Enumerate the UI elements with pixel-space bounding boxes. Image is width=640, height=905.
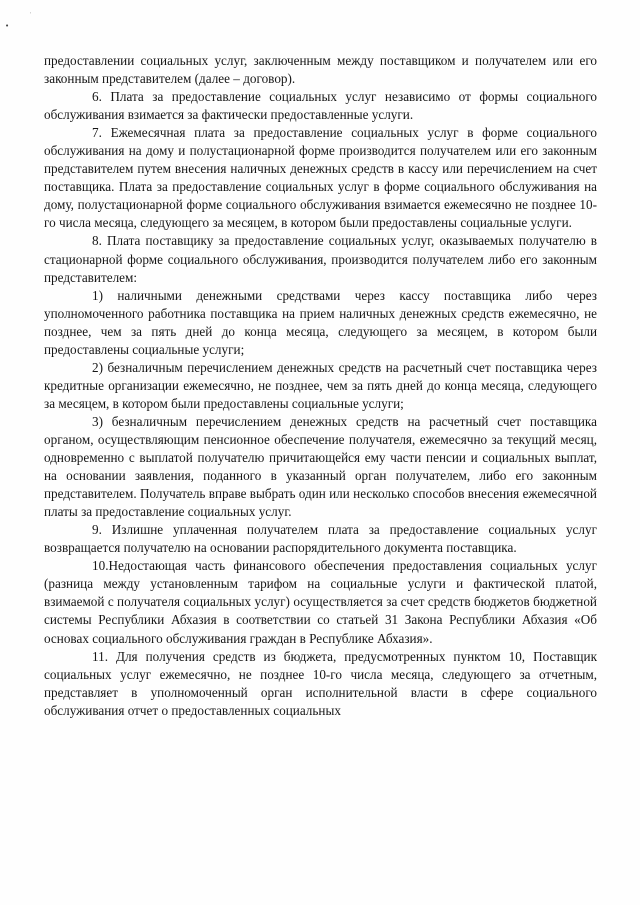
document-body: [44, 52, 597, 720]
paragraph-9: 9. Излишне уплаченная получателем плата за предоставление социальных услуг возвращается получателю на основании распорядительного документа поставщика.: [44, 522, 597, 556]
paragraph-continuation: предоставлении социальных услуг, заключенным между поставщиком и получателем или его законным представителем (далее – договор).: [44, 53, 597, 87]
paragraph-7: 7. Ежемесячная плата за предоставление социальных услуг в форме социального обслуживания на дому и полустационарной форме производится получателем или его законным представителем путем внесения наличных денежных средств в кассу или перечислением на счет поставщика. Плата за предоставление социальных услуг в форме социального обслуживания на дому, полустационарной форме социального обслуживания взимается ежемесячно не позднее 10-го числа месяца, следующего за месяцем, в котором были предоставлены социальные услуги.: [44, 125, 597, 231]
paragraph-6: 6. Плата за предоставление социальных услуг независимо от формы социального обслуживания взимается за фактически предоставленные услуги.: [44, 89, 597, 123]
paragraph-8: 8. Плата поставщику за предоставление социальных услуг, оказываемых получателю в стационарной форме социального обслуживания, производится получателем либо его законным представителем:: [44, 233, 597, 285]
corner-mark: •: [5, 22, 10, 30]
paragraph-8-item-1: 1) наличными денежными средствами через кассу поставщика либо через уполномоченного работника поставщика на прием наличных денежных средств ежемесячно, не позднее, чем за пять дней до конца месяца, следующего за месяцем, в котором были предоставлены социальные услуги;: [44, 287, 597, 357]
paragraph-10: 10.Недостающая часть финансового обеспечения предоставления социальных услуг (разница между установленным тарифом на социальные услуги и фактической платой, взимаемой с получателя социальных услуг) осуществляется за счет средств бюджетов бюджетной системы Республики Абхазия в соответствии со статьей 31 Закона Республики Абхазия «Об основах социального обслуживания граждан в Республике Абхазия».: [44, 558, 597, 646]
paragraph-11: 11. Для получения средств из бюджета, предусмотренных пунктом 10, Поставщик социальных услуг ежемесячно, не позднее 10-го числа месяца, следующего за отчетным, представляет в уполномоченный орган исполнительной власти в сфере социального обслуживания отчет о предоставленных социальных: [44, 648, 597, 718]
corner-mark-small: ': [30, 12, 32, 18]
paragraph-8-item-2: 2) безналичным перечислением денежных средств на расчетный счет поставщика через кредитные организации ежемесячно, не позднее, чем за пять дней до конца месяца, следующего за месяцем, в котором были предоставлены социальные услуги;: [44, 359, 597, 411]
paragraph-8-item-3: 3) безналичным перечислением денежных средств на расчетный счет поставщика органом, осуществляющим пенсионное обеспечение получателя, ежемесячно за текущий месяц, одновременно с выплатой получателю причитающейся ему части пенсии и социальных выплат, на основании заявления, поданного в указанный орган получателем, либо его законным представителем. Получатель вправе выбрать один или несколько способов внесения ежемесячной платы за предоставление социальных услуг.: [44, 413, 597, 520]
